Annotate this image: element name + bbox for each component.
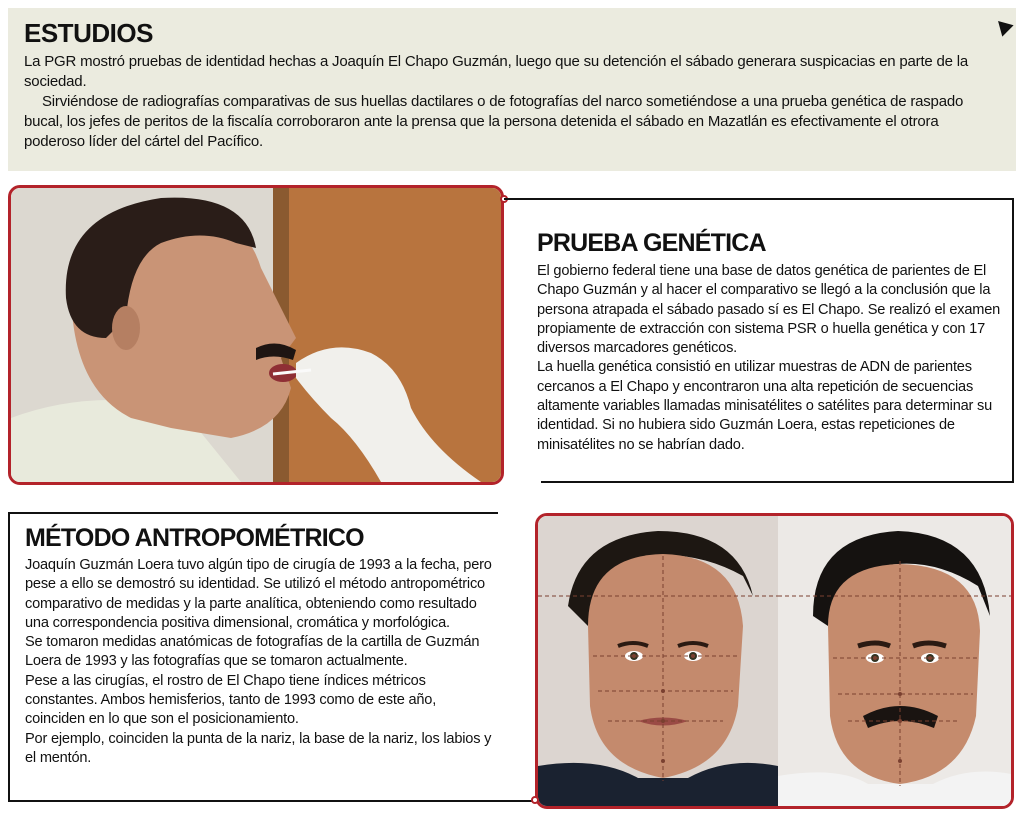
metodo-paragraph-2: Se tomaron medidas anatómicas de fotografías de la cartilla de Guzmán Loera de 1993 y las fotografías que se tomaron actualmente. xyxy=(25,634,480,670)
corner-arrow-icon xyxy=(992,15,1013,36)
metodo-panel-bottom-border xyxy=(8,800,535,802)
metodo-panel-top-border xyxy=(8,512,498,514)
metodo-paragraph-1: Joaquín Guzmán Loera tuvo algún tipo de cirugía de 1993 a la fecha, pero pese a ello se demostró su identidad. Se utilizó el método antropométrico comparativo de medidas y la parte analítica, obteniendo como resultado una correspondencia positiva dimensional, cromática y morfológica. xyxy=(25,557,492,631)
metodo-title: MÉTODO ANTROPOMÉTRICO xyxy=(25,524,364,552)
metodo-paragraph-4: Por ejemplo, coinciden la punta de la nariz, la base de la nariz, los labios y el mentón. xyxy=(25,730,492,766)
intro-box xyxy=(8,8,1016,171)
genetica-paragraph-1: El gobierno federal tiene una base de datos genética de parientes de El Chapo Guzmán y al hacer el comparativo se llegó a la conclusión que la persona atrapada el sábado pasado sí es El Chapo. Se realizó el examen propiamente de extracción con sistema PSR o huella genética y con 17 diversos marcadores genéticos. xyxy=(537,263,1001,357)
genetica-body xyxy=(537,262,1005,455)
genetica-paragraph-2: La huella genética consistió en utilizar muestras de ADN de parientes cercanos a El Chapo y encontraron una alta repetición de secuencias altamente variables llamadas minisatélites o satélites para determinar su identidad. Si no hubiera sido Guzmán Loera, estas repeticiones de minisatélites no se habrían dado. xyxy=(537,359,993,453)
genetica-panel-top-border xyxy=(504,198,1012,200)
photo2-connector-dot xyxy=(531,796,539,804)
genetica-title: PRUEBA GENÉTICA xyxy=(537,229,766,257)
genetica-panel-bottom-border xyxy=(541,481,1014,483)
intro-title: ESTUDIOS xyxy=(24,18,153,48)
intro-paragraph-2: Sirviéndose de radiografías comparativas de sus huellas dactilares o de fotografías del narco sometiéndose a una prueba genética de raspado bucal, los jefes de peritos de la fiscalía corroboraron ante la prensa que la persona detenida el sábado en Mazatlán es efectivamente el otrora poderoso líder del cártel del Pacífico. xyxy=(24,93,964,150)
metodo-paragraph-3: Pese a las cirugías, el rostro de El Chapo tiene índices métricos constantes. Ambos hemisferios, tanto de 1993 como de este año, coinciden en lo que son el posicionamiento. xyxy=(25,672,437,728)
metodo-panel-left-border xyxy=(8,512,10,802)
swab-test-photo xyxy=(8,185,504,485)
genetica-panel-right-border xyxy=(1012,198,1014,482)
metodo-body xyxy=(25,556,495,768)
intro-paragraph-1: La PGR mostró pruebas de identidad hechas a Joaquín El Chapo Guzmán, luego que su detención el sábado generara suspicacias en parte de la sociedad. xyxy=(24,53,969,90)
anthropometric-comparison-photo xyxy=(535,513,1014,809)
